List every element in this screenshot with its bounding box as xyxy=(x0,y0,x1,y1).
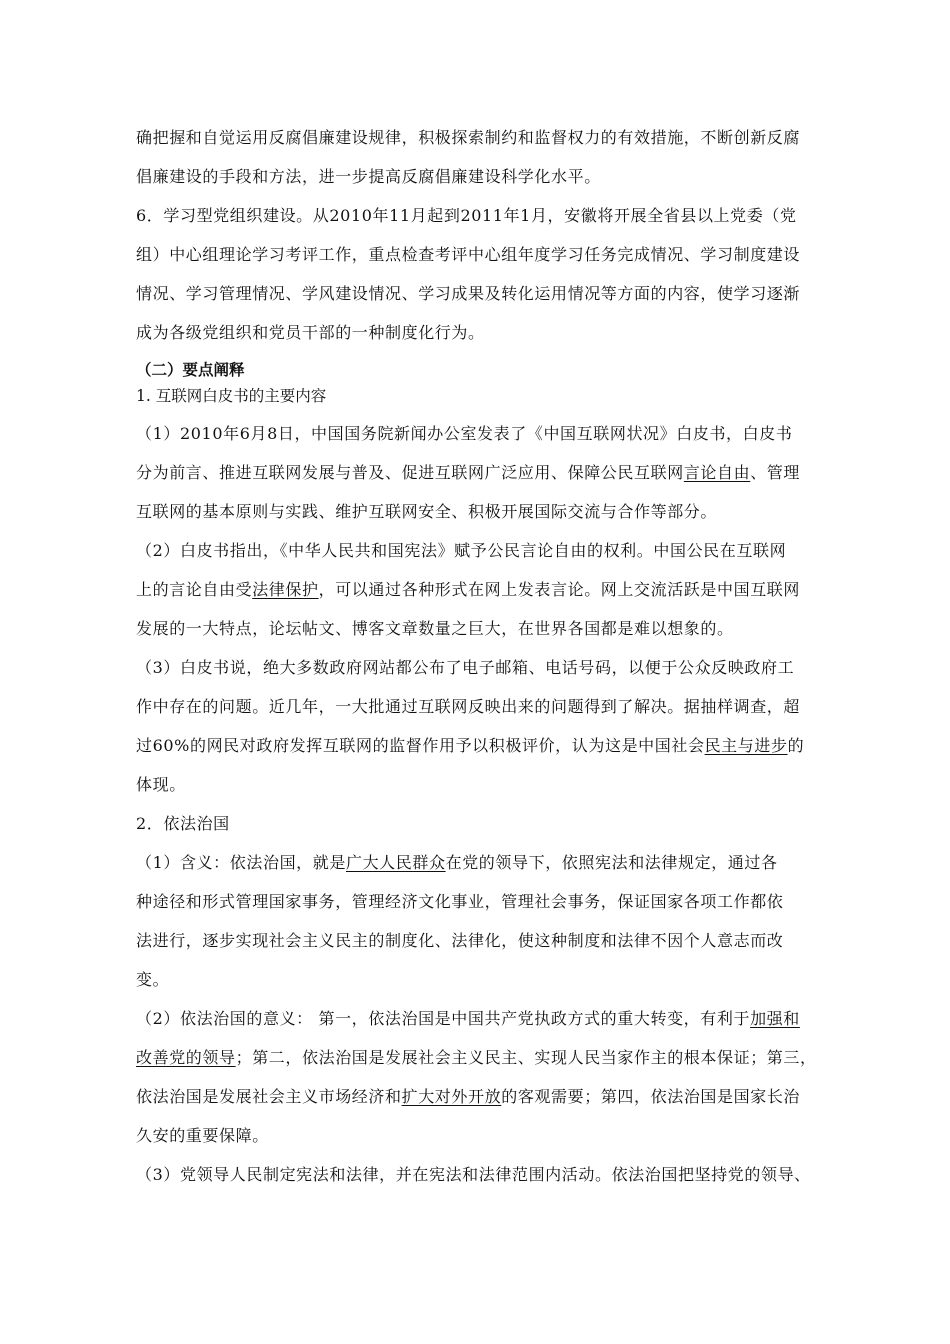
text-line: 互联网的基本原则与实践、维护互联网安全、积极开展国际交流与合作等部分。 xyxy=(136,502,718,521)
text-line: 变。 xyxy=(136,970,170,989)
text-line: （3）党领导人民制定宪法和法律，并在宪法和法律范围内活动。依法治国把坚持党的领导、 xyxy=(136,1165,811,1184)
text-line: 发展的一大特点，论坛帖文、博客文章数量之巨大，在世界各国都是难以想象的。 xyxy=(136,619,734,638)
text-line: （3）白皮书说，绝大多数政府网站都公布了电子邮箱、电话号码，以便于公众反映政府工 xyxy=(136,658,795,677)
text-run: 分为前言、推进互联网发展与普及、促进互联网广泛应用、保障公民互联网 xyxy=(136,463,684,482)
text-run: ；第二，依法治国是发展社会主义民主、实现人民当家作主的根本保证；第三， xyxy=(235,1048,817,1067)
text-line: 作中存在的问题。近几年，一大批通过互联网反映出来的问题得到了解决。据抽样调查，超 xyxy=(136,697,801,716)
text-line: 6．学习型党组织建设。从2010年11月起到2011年1月，安徽将开展全省县以上党委（党 xyxy=(136,206,797,225)
underlined-term: 加强和 xyxy=(750,1009,800,1028)
underlined-term: 扩大对外开放 xyxy=(401,1087,502,1106)
text-line xyxy=(136,999,824,1038)
text-line xyxy=(136,453,824,492)
text-line xyxy=(136,570,824,609)
text-line xyxy=(136,726,824,765)
text-line: （1）2010年6月8日，中国国务院新闻办公室发表了《中国互联网状况》白皮书，白皮书 xyxy=(136,424,793,443)
document-page xyxy=(136,118,824,1194)
text-run: （2）依法治国的意义： 第一，依法治国是中国共产党执政方式的重大转变，有利于 xyxy=(136,1009,751,1028)
text-line: 成为各级党组织和党员干部的一种制度化行为。 xyxy=(136,323,485,342)
text-line: （2）白皮书指出，《中华人民共和国宪法》赋予公民言论自由的权利。中国公民在互联网 xyxy=(136,541,787,560)
underlined-term: 广大人民群众 xyxy=(345,853,446,872)
subsection-title: 2．依法治国 xyxy=(136,814,230,833)
text-run: ，可以通过各种形式在网上发表言论。网上交流活跃是中国互联网 xyxy=(318,580,801,599)
text-line: 久安的重要保障。 xyxy=(136,1126,269,1145)
text-line: 法进行，逐步实现社会主义民主的制度化、法律化，使这种制度和法律不因个人意志而改 xyxy=(136,931,784,950)
text-run: 上的言论自由受 xyxy=(136,580,253,599)
text-line: 组）中心组理论学习考评工作，重点检查考评中心组年度学习任务完成情况、学习制度建设 xyxy=(136,245,801,264)
paragraph-whitepaper-3 xyxy=(136,648,824,804)
text-run: 在党的领导下，依照宪法和法律规定，通过各 xyxy=(445,853,778,872)
text-run: 依法治国是发展社会主义市场经济和 xyxy=(136,1087,402,1106)
text-line: 情况、学习管理情况、学风建设情况、学习成果及转化运用情况等方面的内容，使学习逐渐 xyxy=(136,284,801,303)
paragraph-rule-of-law-meaning xyxy=(136,843,824,999)
paragraph-rule-of-law-significance xyxy=(136,999,824,1155)
text-run: 、管理 xyxy=(750,463,801,482)
text-line xyxy=(136,1038,824,1077)
text-run: 过60%的网民对政府发挥互联网的监督作用予以积极评价，认为这是中国社会 xyxy=(136,736,705,755)
text-line: 确把握和自觉运用反腐倡廉建设规律，积极探索制约和监督权力的有效措施，不断创新反腐 xyxy=(136,128,801,147)
paragraph-rule-of-law-party xyxy=(136,1155,824,1194)
underlined-term: 民主与进步 xyxy=(704,736,788,755)
section-heading: （二）要点阐释 xyxy=(136,360,245,379)
text-run: 的 xyxy=(787,736,805,755)
text-run: 的客观需要；第四，依法治国是国家长治 xyxy=(501,1087,801,1106)
paragraph-whitepaper-2 xyxy=(136,531,824,648)
underlined-term: 法律保护 xyxy=(252,580,319,599)
subsection-title: 1. 互联网白皮书的主要内容 xyxy=(136,387,327,405)
underlined-term: 言论自由 xyxy=(683,463,751,482)
text-line xyxy=(136,1077,824,1116)
paragraph-whitepaper-1 xyxy=(136,414,824,531)
paragraph-learning-party xyxy=(136,196,824,352)
text-line: 种途径和形式管理国家事务，管理经济文化事业，管理社会事务，保证国家各项工作都依 xyxy=(136,892,784,911)
paragraph-continuation xyxy=(136,118,824,196)
text-line xyxy=(136,843,824,882)
text-run: （1）含义：依法治国，就是 xyxy=(136,853,346,872)
underlined-term: 改善党的领导 xyxy=(136,1048,236,1067)
text-line: 体现。 xyxy=(136,775,186,794)
text-line: 倡廉建设的手段和方法，进一步提高反腐倡廉建设科学化水平。 xyxy=(136,167,601,186)
